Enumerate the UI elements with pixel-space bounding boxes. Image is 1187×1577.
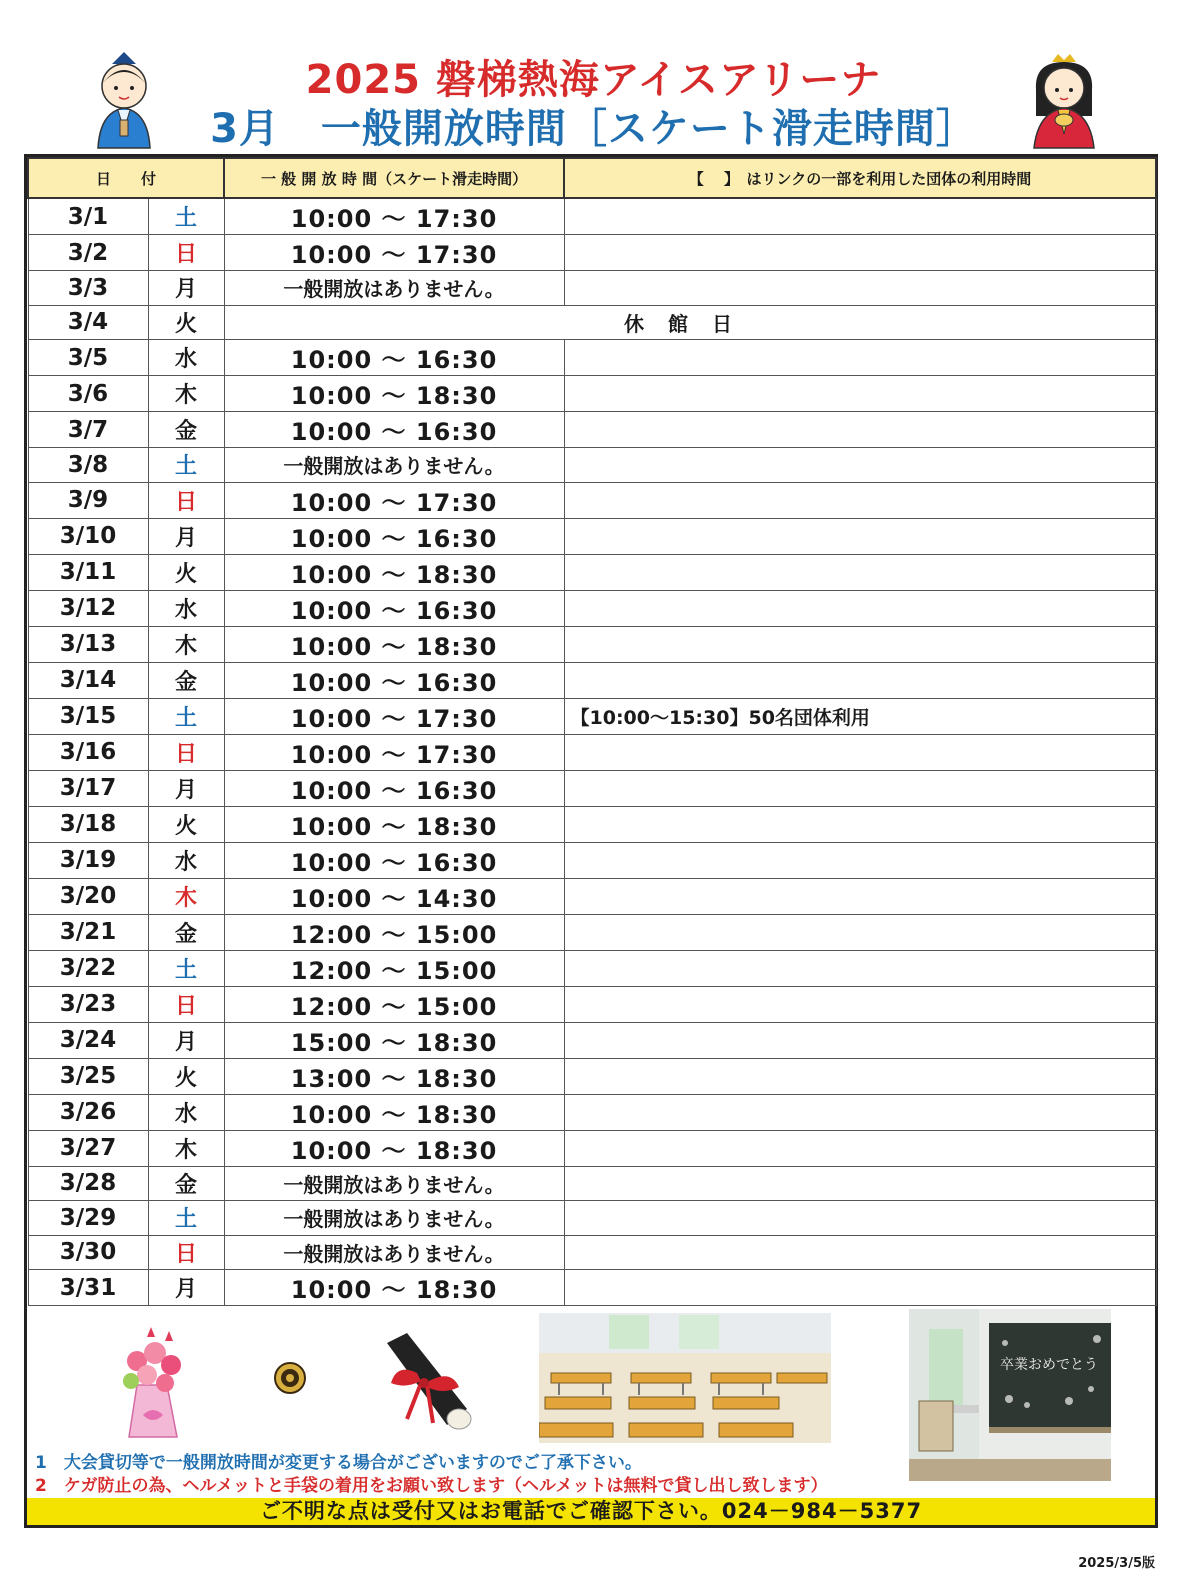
row-open-hours: 10:00 ～ 18:30 [224, 1094, 564, 1130]
row-weekday: 月 [148, 1022, 224, 1058]
row-group-usage [564, 842, 1156, 878]
row-open-hours: 一般開放はありません。 [224, 448, 564, 483]
row-open-hours: 12:00 ～ 15:00 [224, 986, 564, 1022]
table-row [28, 448, 1156, 483]
row-group-usage [564, 1022, 1156, 1058]
row-weekday: 金 [148, 412, 224, 448]
row-weekday: 金 [148, 662, 224, 698]
row-date: 3/26 [28, 1094, 148, 1130]
row-weekday: 土 [148, 1201, 224, 1236]
col-header-date: 日 付 [28, 158, 224, 198]
row-weekday: 日 [148, 986, 224, 1022]
row-group-usage [564, 914, 1156, 950]
row-open-hours: 10:00 ～ 17:30 [224, 698, 564, 734]
chalkboard-text: 卒業おめでとう [1000, 1357, 1098, 1373]
row-group-usage [564, 734, 1156, 770]
row-open-hours: 10:00 ～ 16:30 [224, 412, 564, 448]
row-open-hours: 10:00 ～ 16:30 [224, 662, 564, 698]
row-group-usage [564, 662, 1156, 698]
row-weekday: 金 [148, 1166, 224, 1201]
row-date: 3/5 [28, 340, 148, 376]
row-date: 3/16 [28, 734, 148, 770]
table-row [28, 914, 1156, 950]
table-row [28, 1130, 1156, 1166]
row-date: 3/14 [28, 662, 148, 698]
table-row [28, 698, 1156, 734]
row-weekday: 土 [148, 198, 224, 235]
table-row [28, 986, 1156, 1022]
row-date: 3/6 [28, 376, 148, 412]
row-weekday: 月 [148, 271, 224, 306]
row-weekday: 水 [148, 590, 224, 626]
row-weekday: 木 [148, 878, 224, 914]
row-group-usage [564, 1058, 1156, 1094]
row-date: 3/19 [28, 842, 148, 878]
row-weekday: 火 [148, 806, 224, 842]
table-row [28, 662, 1156, 698]
table-row [28, 1235, 1156, 1270]
row-group-usage: 【10:00～15:30】50名団体利用 [564, 698, 1156, 734]
table-row [28, 770, 1156, 806]
row-date: 3/25 [28, 1058, 148, 1094]
row-group-usage [564, 1235, 1156, 1270]
row-date: 3/4 [28, 305, 148, 340]
row-group-usage [564, 1166, 1156, 1201]
row-date: 3/3 [28, 271, 148, 306]
table-row [28, 198, 1156, 235]
row-date: 3/10 [28, 518, 148, 554]
row-open-hours: 10:00 ～ 18:30 [224, 1270, 564, 1306]
row-date: 3/8 [28, 448, 148, 483]
table-row [28, 235, 1156, 271]
row-date: 3/24 [28, 1022, 148, 1058]
table-row [28, 842, 1156, 878]
row-weekday: 土 [148, 448, 224, 483]
row-open-hours: 10:00 ～ 18:30 [224, 626, 564, 662]
table-row [28, 1166, 1156, 1201]
row-open-hours: 10:00 ～ 16:30 [224, 340, 564, 376]
row-group-usage [564, 1270, 1156, 1306]
row-date: 3/7 [28, 412, 148, 448]
table-body [28, 198, 1156, 1306]
row-date: 3/29 [28, 1201, 148, 1236]
row-date: 3/2 [28, 235, 148, 271]
row-date: 3/17 [28, 770, 148, 806]
table-row [28, 1201, 1156, 1236]
row-weekday: 水 [148, 340, 224, 376]
row-open-hours: 12:00 ～ 15:00 [224, 950, 564, 986]
row-weekday: 月 [148, 1270, 224, 1306]
row-open-hours: 10:00 ～ 17:30 [224, 734, 564, 770]
row-weekday: 日 [148, 1235, 224, 1270]
row-group-usage [564, 878, 1156, 914]
col-header-note: 【 】 はリンクの一部を利用した団体の利用時間 [564, 158, 1156, 198]
table-row [28, 806, 1156, 842]
row-open-hours: 12:00 ～ 15:00 [224, 914, 564, 950]
schedule-table [27, 157, 1157, 1306]
row-open-hours: 13:00 ～ 18:30 [224, 1058, 564, 1094]
row-open-hours: 10:00 ～ 14:30 [224, 878, 564, 914]
row-date: 3/13 [28, 626, 148, 662]
row-group-usage [564, 770, 1156, 806]
row-date: 3/27 [28, 1130, 148, 1166]
table-row [28, 878, 1156, 914]
table-row [28, 626, 1156, 662]
row-group-usage [564, 448, 1156, 483]
row-date: 3/30 [28, 1235, 148, 1270]
row-weekday: 火 [148, 554, 224, 590]
row-group-usage [564, 518, 1156, 554]
table-row [28, 271, 1156, 306]
row-group-usage [564, 1094, 1156, 1130]
row-weekday: 木 [148, 1130, 224, 1166]
row-open-hours: 10:00 ～ 17:30 [224, 198, 564, 235]
row-weekday: 土 [148, 698, 224, 734]
table-row [28, 376, 1156, 412]
row-weekday: 水 [148, 842, 224, 878]
row-open-hours: 10:00 ～ 17:30 [224, 482, 564, 518]
row-group-usage [564, 986, 1156, 1022]
row-open-hours: 15:00 ～ 18:30 [224, 1022, 564, 1058]
row-date: 3/1 [28, 198, 148, 235]
row-open-hours: 10:00 ～ 18:30 [224, 806, 564, 842]
flower-bouquet-icon [107, 1325, 197, 1445]
table-row [28, 305, 1156, 340]
row-group-usage [564, 271, 1156, 306]
chalkboard-classroom-image [909, 1309, 1111, 1481]
row-date: 3/21 [28, 914, 148, 950]
row-weekday: 水 [148, 1094, 224, 1130]
version-label: 2025/3/5版 [1078, 1556, 1155, 1571]
row-weekday: 日 [148, 235, 224, 271]
footnote-1: 1 大会貸切等で一般開放時間が変更する場合がございますのでご了承下さい。 [35, 1453, 642, 1473]
table-row [28, 340, 1156, 376]
diploma-ribbon-icon [377, 1329, 477, 1439]
table-row [28, 554, 1156, 590]
row-group-usage [564, 626, 1156, 662]
table-header-row [28, 158, 1156, 198]
row-open-hours: 10:00 ～ 16:30 [224, 518, 564, 554]
classroom-desks-image [539, 1313, 831, 1443]
row-open-hours: 10:00 ～ 16:30 [224, 770, 564, 806]
row-date: 3/12 [28, 590, 148, 626]
row-weekday: 木 [148, 376, 224, 412]
row-open-hours: 一般開放はありません。 [224, 1235, 564, 1270]
row-date: 3/11 [28, 554, 148, 590]
row-date: 3/31 [28, 1270, 148, 1306]
row-group-usage [564, 590, 1156, 626]
table-row [28, 412, 1156, 448]
row-group-usage [564, 1130, 1156, 1166]
table-row [28, 1270, 1156, 1306]
row-group-usage [564, 806, 1156, 842]
table-row [28, 1094, 1156, 1130]
row-open-hours: 10:00 ～ 18:30 [224, 1130, 564, 1166]
col-header-time: 一 般 開 放 時 間（スケート滑走時間） [224, 158, 564, 198]
contact-banner: ご不明な点は受付又はお電話でご確認下さい。024－984－5377 [27, 1498, 1155, 1525]
row-weekday: 火 [148, 305, 224, 340]
table-row [28, 482, 1156, 518]
schedule-sheet [24, 154, 1158, 1528]
row-open-hours: 10:00 ～ 16:30 [224, 842, 564, 878]
row-weekday: 金 [148, 914, 224, 950]
row-group-usage [564, 340, 1156, 376]
row-group-usage [564, 1201, 1156, 1236]
table-row [28, 734, 1156, 770]
school-emblem-icon [273, 1361, 307, 1395]
row-open-hours: 10:00 ～ 16:30 [224, 590, 564, 626]
page-title: 2025 磐梯熱海アイスアリーナ [305, 57, 882, 103]
row-date: 3/9 [28, 482, 148, 518]
row-date: 3/23 [28, 986, 148, 1022]
row-date: 3/20 [28, 878, 148, 914]
page-subtitle: 3月 一般開放時間［スケート滑走時間］ [210, 106, 977, 152]
row-date: 3/15 [28, 698, 148, 734]
row-weekday: 日 [148, 482, 224, 518]
row-weekday: 火 [148, 1058, 224, 1094]
row-date: 3/28 [28, 1166, 148, 1201]
row-weekday: 土 [148, 950, 224, 986]
row-open-hours: 一般開放はありません。 [224, 1201, 564, 1236]
table-row [28, 1058, 1156, 1094]
row-weekday: 月 [148, 518, 224, 554]
row-date: 3/18 [28, 806, 148, 842]
table-row [28, 1022, 1156, 1058]
footer-area [27, 1303, 1155, 1525]
row-open-hours: 10:00 ～ 17:30 [224, 235, 564, 271]
row-group-usage [564, 235, 1156, 271]
table-row [28, 518, 1156, 554]
row-closed-notice: 休館日 [224, 305, 1156, 340]
row-group-usage [564, 950, 1156, 986]
table-row [28, 950, 1156, 986]
row-group-usage [564, 482, 1156, 518]
row-open-hours: 10:00 ～ 18:30 [224, 554, 564, 590]
row-date: 3/22 [28, 950, 148, 986]
row-weekday: 月 [148, 770, 224, 806]
row-group-usage [564, 554, 1156, 590]
row-group-usage [564, 412, 1156, 448]
footnote-2: 2 ケガ防止の為、ヘルメットと手袋の着用をお願い致します（ヘルメットは無料で貸し出し致します） [35, 1476, 828, 1496]
row-group-usage [564, 198, 1156, 235]
row-weekday: 木 [148, 626, 224, 662]
row-open-hours: 一般開放はありません。 [224, 1166, 564, 1201]
row-open-hours: 一般開放はありません。 [224, 271, 564, 306]
table-row [28, 590, 1156, 626]
row-weekday: 日 [148, 734, 224, 770]
row-group-usage [564, 376, 1156, 412]
row-open-hours: 10:00 ～ 18:30 [224, 376, 564, 412]
